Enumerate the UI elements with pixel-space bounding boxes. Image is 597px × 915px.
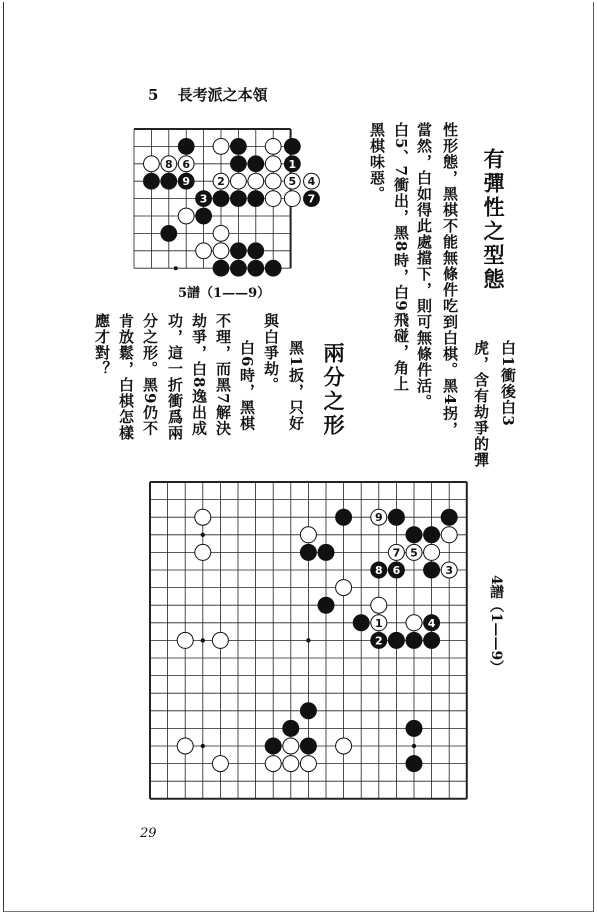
white-stone	[283, 756, 299, 772]
move-number: 4	[307, 175, 316, 189]
move-number: 7	[307, 192, 316, 206]
white-stone	[195, 544, 211, 560]
section2_cols-column-2: 與白爭劫。	[262, 313, 280, 393]
black-stone	[144, 173, 160, 189]
black-stone	[424, 527, 440, 543]
white-stone	[213, 139, 229, 155]
black-stone	[231, 139, 247, 155]
black-stone	[388, 509, 404, 525]
black-stone	[161, 226, 177, 242]
black-stone	[300, 544, 316, 560]
section2-title: 兩分之形	[321, 342, 346, 438]
star-point	[174, 266, 178, 270]
diagram-5-board	[130, 125, 330, 277]
section2_cols-column-4: 不理，而黑7解決	[214, 313, 232, 437]
white-stone	[213, 226, 229, 242]
black-stone	[300, 738, 316, 754]
black-stone	[248, 260, 264, 276]
white-stone	[284, 191, 300, 207]
white-stone	[265, 139, 281, 155]
white-stone	[177, 738, 193, 754]
star-point	[201, 638, 205, 642]
black-stone	[318, 544, 334, 560]
move-number: 2	[374, 634, 383, 648]
move-number: 6	[182, 157, 191, 171]
move-number: 7	[392, 546, 401, 560]
section1_cols-column-4: 當然，白如得此處擋下，則可無條件活。	[415, 122, 433, 410]
star-point	[306, 638, 310, 642]
black-stone	[406, 756, 422, 772]
move-number: 8	[374, 564, 383, 577]
move-number: 9	[374, 511, 383, 525]
black-stone	[213, 191, 229, 207]
black-stone	[441, 509, 457, 525]
black-stone	[265, 738, 281, 754]
black-stone	[248, 191, 264, 207]
white-stone	[265, 173, 281, 189]
section2_cols-column-6: 功，這一折衝爲兩	[166, 313, 184, 441]
black-stone	[336, 509, 352, 525]
running-header	[148, 84, 268, 105]
black-stone	[161, 173, 177, 189]
section1_cols-column-3: 性形態，黑棋不能無條件吃到白棋。黑4拐，	[441, 122, 459, 438]
black-stone	[406, 720, 422, 736]
black-stone	[231, 191, 247, 207]
white-stone	[441, 527, 457, 543]
move-number: 4	[427, 616, 436, 630]
black-stone	[231, 156, 247, 172]
move-number: 8	[164, 157, 173, 171]
star-point	[201, 533, 205, 537]
section2_cols-column-5: 劫爭，白8逸出成	[190, 313, 208, 437]
white-stone	[213, 243, 229, 259]
diagram-4-caption: 4譜（1——9）	[488, 575, 504, 675]
section1_cols-column-1: 白1衝後白3	[499, 340, 517, 427]
black-stone	[424, 632, 440, 648]
move-number: 2	[217, 175, 225, 189]
section1_cols-column-2: 虎，含有劫爭的彈	[472, 340, 490, 468]
black-stone	[406, 527, 422, 543]
section2_cols-column-3: 白6時，黑棋	[238, 340, 256, 432]
move-number: 1	[374, 616, 383, 630]
black-stone	[283, 720, 299, 736]
black-stone	[284, 139, 300, 155]
black-stone	[213, 260, 229, 276]
black-stone	[318, 597, 334, 613]
white-stone	[265, 156, 281, 172]
section1-title: 有彈性之型態	[481, 148, 506, 292]
black-stone	[388, 632, 404, 648]
section2_cols-column-1: 黑1扳，只好	[287, 340, 305, 432]
white-stone	[406, 615, 422, 631]
move-number: 6	[392, 564, 401, 577]
black-stone	[178, 139, 194, 155]
move-number: 3	[445, 564, 454, 577]
white-stone	[300, 527, 316, 543]
section2_cols-column-7: 分之形。黑9仍不	[141, 313, 159, 437]
black-stone	[231, 243, 247, 259]
black-stone	[265, 260, 281, 276]
white-stone	[178, 208, 194, 224]
white-stone	[265, 756, 281, 772]
diagram-5-caption: 5譜（1——9）	[178, 286, 271, 301]
white-stone	[195, 509, 211, 525]
white-stone	[424, 544, 440, 560]
move-number: 5	[288, 175, 297, 189]
section2_cols-column-8: 肯放鬆，白棋怎樣	[117, 313, 135, 441]
white-stone	[212, 632, 228, 648]
white-stone	[300, 756, 316, 772]
white-stone	[265, 191, 281, 207]
black-stone	[196, 208, 212, 224]
white-stone	[336, 580, 352, 596]
white-stone	[177, 632, 193, 648]
black-stone	[248, 243, 264, 259]
white-stone	[248, 173, 264, 189]
white-stone	[371, 597, 387, 613]
diagram-4-board	[145, 476, 475, 806]
star-point	[412, 744, 416, 748]
black-stone	[424, 562, 440, 578]
white-stone	[231, 173, 247, 189]
black-stone	[231, 260, 247, 276]
black-stone	[300, 703, 316, 719]
black-stone	[248, 156, 264, 172]
header-page-number: 5	[148, 86, 159, 104]
white-stone	[212, 756, 228, 772]
move-number: 9	[182, 175, 191, 189]
section1_cols-column-6: 黑棋味惡。	[368, 122, 386, 202]
black-stone	[406, 632, 422, 648]
white-stone	[196, 243, 212, 259]
move-number: 3	[199, 192, 208, 206]
black-stone	[353, 615, 369, 631]
page-number: 29	[140, 826, 157, 841]
header-title: 長考派之本領	[177, 86, 268, 104]
section2_cols-column-9: 應才對？	[93, 313, 111, 377]
move-number: 5	[410, 546, 418, 560]
star-point	[201, 744, 205, 748]
white-stone	[283, 738, 299, 754]
section1_cols-column-5: 白5、7衝出，黑8時，白9飛碰，角上	[392, 122, 410, 392]
white-stone	[144, 156, 160, 172]
white-stone	[336, 738, 352, 754]
move-number: 1	[288, 157, 297, 171]
